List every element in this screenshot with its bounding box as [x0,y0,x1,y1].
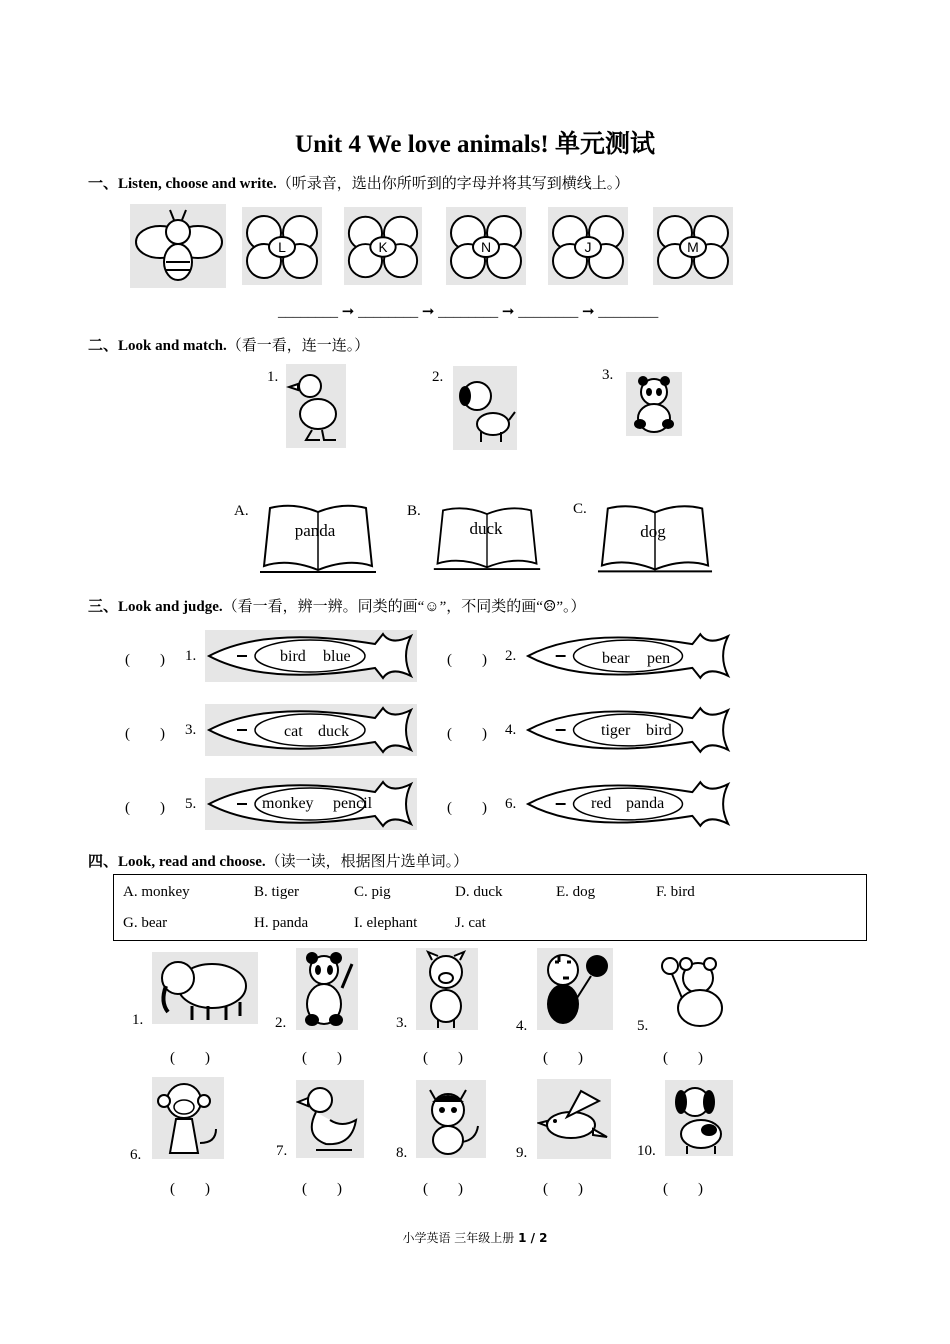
flower-icon [242,207,322,285]
bear-icon [656,952,736,1030]
item-number: 4. [516,1018,528,1034]
panda-icon [626,372,682,436]
item-number: 1. [132,1012,144,1028]
answer-blanks[interactable]: ________ ➞ ________ ➞ ________ ➞ ________ ➞ ________ [278,304,659,320]
flower-icon [446,207,526,285]
answer-parentheses[interactable]: ( ) [423,1050,463,1066]
item-number: 3. [185,722,197,738]
monkey-icon [152,1077,224,1159]
item-number: 4. [505,722,517,738]
word-option: G. bear [123,915,168,931]
answer-parentheses[interactable]: ( ) [543,1181,583,1197]
fish-word: pencil [333,795,373,812]
word-bank [113,874,867,941]
duck-icon [286,364,346,448]
option-letter: A. [234,503,249,519]
flower-icon [653,207,733,285]
item-number: 5. [637,1018,649,1034]
option-letter: B. [407,503,421,519]
fish-word: bird [280,648,306,665]
option-letter: C. [573,501,587,517]
book-word: dog [640,522,666,541]
section-2-heading: 二、Look and match.（看一看，连一连。） [88,338,370,354]
item-number: 5. [185,796,197,812]
item-number: 2. [275,1015,287,1031]
item-number: 9. [516,1145,528,1161]
word-option: J. cat [455,915,486,931]
word-option: C. pig [354,884,391,900]
answer-parentheses[interactable]: ( ) [170,1050,210,1066]
flower-letter: J [584,239,592,255]
flower-letter: K [378,239,388,255]
item-number: 3. [396,1015,408,1031]
word-option: E. dog [556,884,596,900]
section-1-heading: 一、Listen, choose and write.（听录音，选出你所听到的字母并将其写到横线上。） [88,176,630,192]
book-word: duck [469,519,503,538]
fish-word: red [591,795,612,812]
word-option: F. bird [656,884,695,900]
item-number: 7. [276,1143,288,1159]
fish-word: cat [284,723,303,740]
item-number: 6. [130,1147,142,1163]
dog-icon [665,1080,733,1156]
answer-parentheses[interactable]: ( ) [125,726,165,742]
book-word: panda [294,521,336,540]
fish-word: pen [647,650,671,667]
fish-word: bird [646,722,672,739]
elephant-icon [152,952,258,1024]
answer-parentheses[interactable]: ( ) [170,1181,210,1197]
answer-parentheses[interactable]: ( ) [663,1050,703,1066]
flower-icon [344,207,422,285]
section-4-heading: 四、Look, read and choose.（读一读，根据图片选单词。） [88,854,469,870]
item-number: 10. [637,1143,656,1159]
word-option: H. panda [254,915,309,931]
pig-icon [416,948,478,1030]
fish-word: blue [323,648,351,665]
word-option: B. tiger [254,884,299,900]
flower-letter: L [278,239,286,255]
page-title: Unit 4 We love animals! 单元测试 [295,131,655,158]
answer-parentheses[interactable]: ( ) [663,1181,703,1197]
cat-icon [416,1080,486,1158]
match-number: 1. [267,369,279,385]
flower-letter: M [687,239,699,255]
word-option: D. duck [455,884,503,900]
item-number: 2. [505,648,517,664]
bee-icon [130,204,226,288]
word-option: I. elephant [354,915,418,931]
answer-parentheses[interactable]: ( ) [447,800,487,816]
tiger-icon [537,948,613,1030]
fish-word: panda [626,795,665,812]
page-number: 1 / 2 [518,1231,548,1245]
fish-word: tiger [601,722,631,739]
match-number: 3. [602,367,614,383]
bird-icon [537,1079,611,1159]
flower-letter: N [480,239,492,255]
word-option: A. monkey [123,884,190,900]
panda-icon [296,948,358,1030]
dog-icon [453,366,517,450]
answer-parentheses[interactable]: ( ) [423,1181,463,1197]
item-number: 1. [185,648,197,664]
duck-icon [296,1080,364,1158]
answer-parentheses[interactable]: ( ) [543,1050,583,1066]
answer-parentheses[interactable]: ( ) [447,726,487,742]
fish-icon [205,630,417,682]
answer-parentheses[interactable]: ( ) [447,652,487,668]
fish-word: bear [602,650,630,667]
answer-parentheses[interactable]: ( ) [125,800,165,816]
match-number: 2. [432,369,444,385]
fish-word: monkey [262,795,314,812]
section-3-heading: 三、Look and judge.（看一看，辨一辨。同类的画“☺”，不同类的画“☹”。） [88,599,586,615]
answer-parentheses[interactable]: ( ) [302,1181,342,1197]
fish-word: duck [318,723,350,740]
item-number: 6. [505,796,517,812]
item-number: 8. [396,1145,408,1161]
answer-parentheses[interactable]: ( ) [125,652,165,668]
answer-parentheses[interactable]: ( ) [302,1050,342,1066]
fish-icon [205,704,417,756]
page-footer: 小学英语 三年级上册 1 / 2 [402,1231,548,1245]
flower-icon [548,207,628,285]
